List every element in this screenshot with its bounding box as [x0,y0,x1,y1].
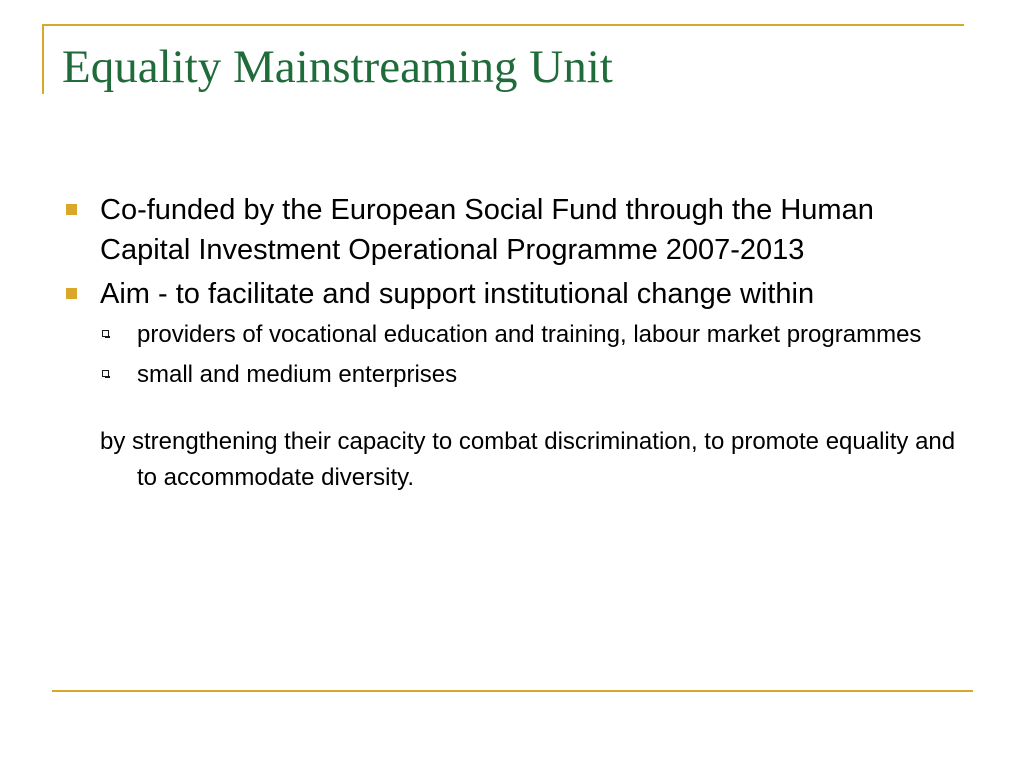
closing-paragraph: by strengthening their capacity to combat discrimination, to promote equality and to accommodate diversity. [100,428,956,491]
bullet-text: Co-funded by the European Social Fund through the Human Capital Investment Operational Programme 2007-2013 [100,194,874,266]
sub-bullet-text: small and medium enterprises [137,361,458,388]
slide-body [62,190,962,496]
sub-bullet-text: providers of vocational education and training, labour market programmes [137,321,922,348]
frame-top-rule [42,24,964,26]
slide-title: Equality Mainstreaming Unit [62,41,613,93]
hollow-square-bullet-icon [102,370,109,377]
frame-left-rule [42,24,44,94]
frame-bottom-rule [52,690,973,692]
bullet-item [62,190,962,270]
hollow-square-bullet-icon [102,330,109,337]
sub-bullet-item [62,318,962,352]
bullet-item [62,274,962,314]
bullet-text: Aim - to facilitate and support institutional change within [100,278,815,310]
sub-bullet-item [62,358,962,392]
square-bullet-icon [66,288,77,299]
square-bullet-icon [66,204,77,215]
